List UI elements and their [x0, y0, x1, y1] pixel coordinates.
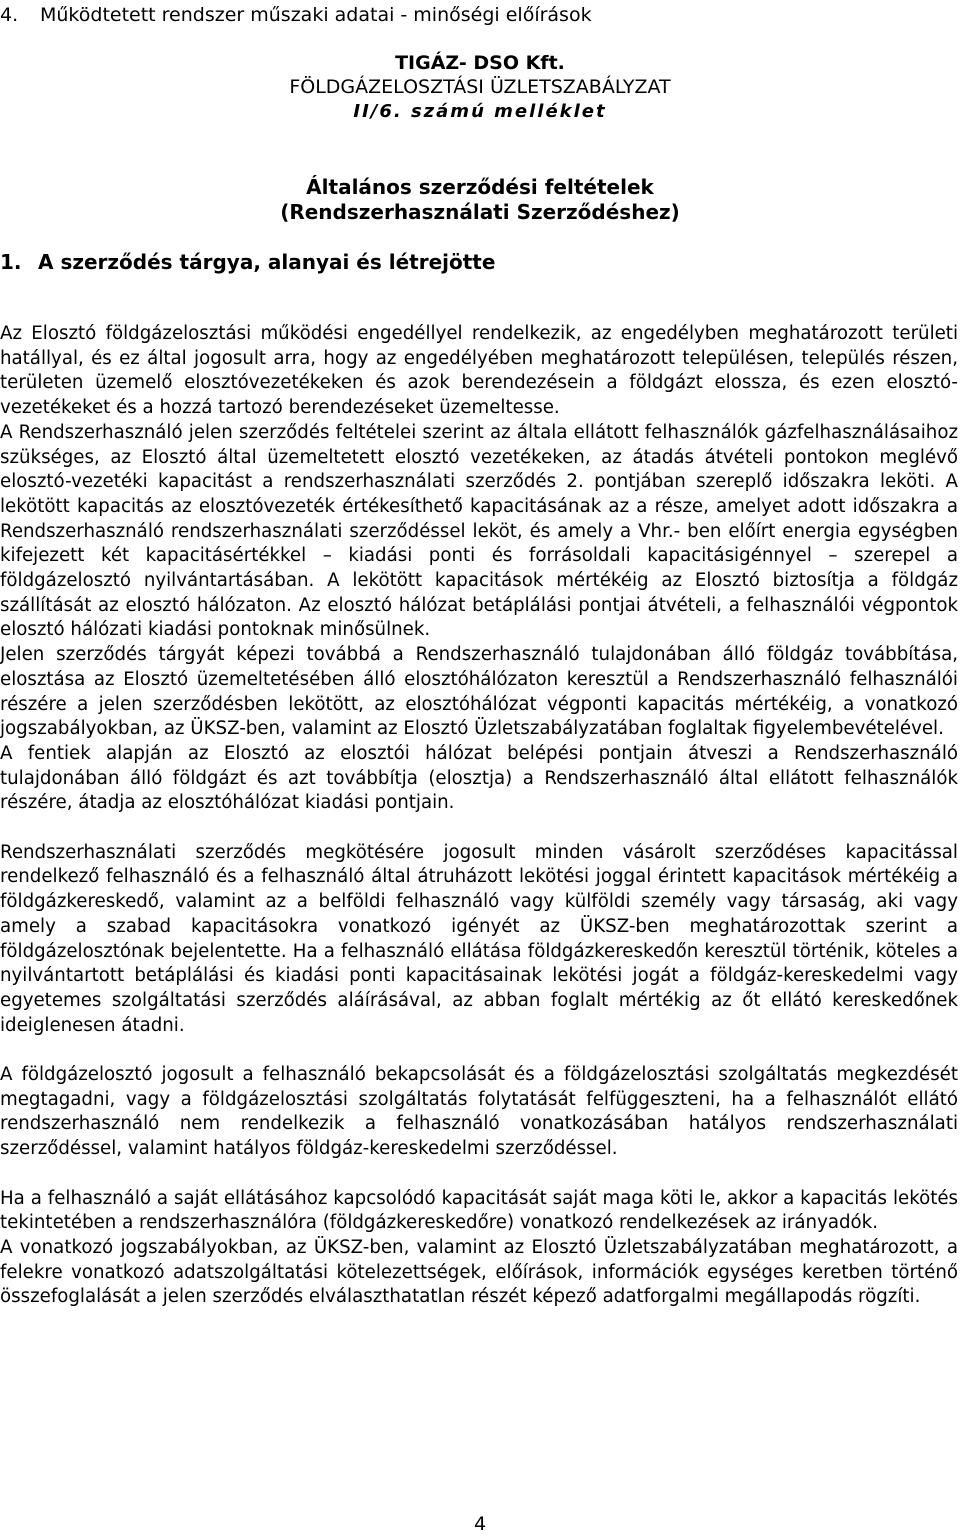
chapter-number: 4.: [0, 4, 19, 26]
chapter-heading: [0, 3, 592, 27]
paragraph: Az Elosztó földgázelosztási működési engedéllyel rendelkezik, az engedélyben meghatározott területi hatállyal, és ez által jogosult arra, hogy az engedélyében meghatározott településen, település részen, területen üzemelő elosztóvezetékeken és azok berendezésein a földgázt elossza, és ezen elosztó- vezetékeket és a hozzá tartozó berendezéseket üzemeltesse.: [0, 323, 958, 419]
regulation-name: FÖLDGÁZELOSZTÁSI ÜZLETSZABÁLYZAT: [289, 76, 671, 98]
paragraph: Jelen szerződés tárgyát képezi továbbá a Rendszerhasználó tulajdonában álló földgáz továbbítása, elosztása az Elosztó üzemeltetésében álló elosztóhálózaton keresztül a Rendszerhasználó felhasználói részére a jelen szerződésben lekötött, az elosztóhálózat végponti kapacitás mértékéig, a vonatkozó jogszabályokban, az ÜKSZ-ben, valamint az Elosztó Üzletszabályzatában foglaltak figyelembevételével.: [0, 644, 958, 740]
paragraph: A Rendszerhasználó jelen szerződés feltételei szerint az általa ellátott felhasználók gázfelhasználásaihoz szükséges, az Elosztó által üzemeltetett elosztó vezetékeken, az átadás átvételi pontokon meglévő elosztó-vezetéki kapacitást a rendszerhasználati szerződés 2. pontjában szereplő időszakra leköti. A lekötött kapacitás az elosztóvezeték értékesíthető kapacitásának az a része, amelyet adott időszakra a Rendszerhasználó rendszerhasználati szerződéssel leköt, és amely a Vhr.- ben előírt energia egységben kifejezett két kapacitásértékkel – kiadási ponti és forrásoldali kapacitásigénnyel – szerepel a földgázelosztó nyilvántartásában. A lekötött kapacitások mértékéig az Elosztó biztosítja a földgáz szállítását az elosztó hálózaton. Az elosztó hálózat betáplálási pontjai átvételi, a felhasználói végpontok elosztó hálózati kiadási pontoknak minősülnek.: [0, 421, 958, 641]
paragraph: A fentiek alapján az Elosztó az elosztói hálózat belépési pontjain átveszi a Rendszerhasználó tulajdonában álló földgázt és azt továbbítja (elosztja) a Rendszerhasználó által ellátott felhasználók részére, átadja az elosztóhálózat kiadási pontjain.: [0, 742, 958, 814]
paragraph: Rendszerhasználati szerződés megkötésére jogosult minden vásárolt szerződéses kapacitással rendelkező felhasználó és a felhasználó által átruházott lekötési joggal érintett kapacitások mértékéig a földgázkereskedő, valamint az a belföldi felhasználó vagy külföldi személy vagy társaság, aki vagy amely a szabad kapacitásokra vonatkozó igényét az ÜKSZ-ben meghatározottak szerint a földgázelosztónak bejelentette. Ha a felhasználó ellátása földgázkereskedőn keresztül történik, köteles a nyilvántartott betáplálási és kiadási ponti kapacitásainak lekötési jogát a földgáz-kereskedelmi vagy egyetemes szolgáltatási szerződés aláírásával, az abban foglalt mértékig az őt ellátó kereskedőnek ideiglenesen átadni.: [0, 841, 958, 1036]
chapter-title: Működtetett rendszer műszaki adatai - minőségi előírások: [40, 4, 592, 26]
section-title: A szerződés tárgya, alanyai és létrejötte: [38, 250, 496, 274]
paragraph: Ha a felhasználó a saját ellátásához kapcsolódó kapacitását saját maga köti le, akkor a kapacitás lekötés tekintetében a rendszerhasználóra (földgázkereskedőre) vonatkozó rendelkezések az irányadók.: [0, 1187, 958, 1234]
organization-name: TIGÁZ- DSO Kft.: [395, 52, 565, 74]
section-heading: [0, 250, 495, 275]
page-number: 4: [473, 1513, 487, 1535]
annex-label: II/6. számú melléklet: [353, 101, 607, 122]
document-subtitle: (Rendszerhasználati Szerződéshez): [280, 200, 680, 224]
section-number: 1.: [0, 250, 22, 274]
document-body: [0, 322, 958, 1310]
document-title: Általános szerződési feltételek: [306, 175, 654, 199]
paragraph: A földgázelosztó jogosult a felhasználó bekapcsolását és a földgázelosztási szolgáltatás megkezdését megtagadni, vagy a földgázelosztási szolgáltatás folytatását felfüggeszteni, ha a felhasználót ellátó rendszerhasználó nem rendelkezik a felhasználó vonatkozásában hatályos rendszerhasználati szerződéssel, valamint hatályos földgáz-kereskedelmi szerződéssel.: [0, 1064, 958, 1160]
paragraph: A vonatkozó jogszabályokban, az ÜKSZ-ben, valamint az Elosztó Üzletszabályzatában meghatározott, a felekre vonatkozó adatszolgáltatási kötelezettségek, előírások, információk egységes keretben történő összefoglalását a jelen szerződés elválaszthatatlan részét képező adatforgalmi megállapodás rögzíti.: [0, 1236, 958, 1308]
